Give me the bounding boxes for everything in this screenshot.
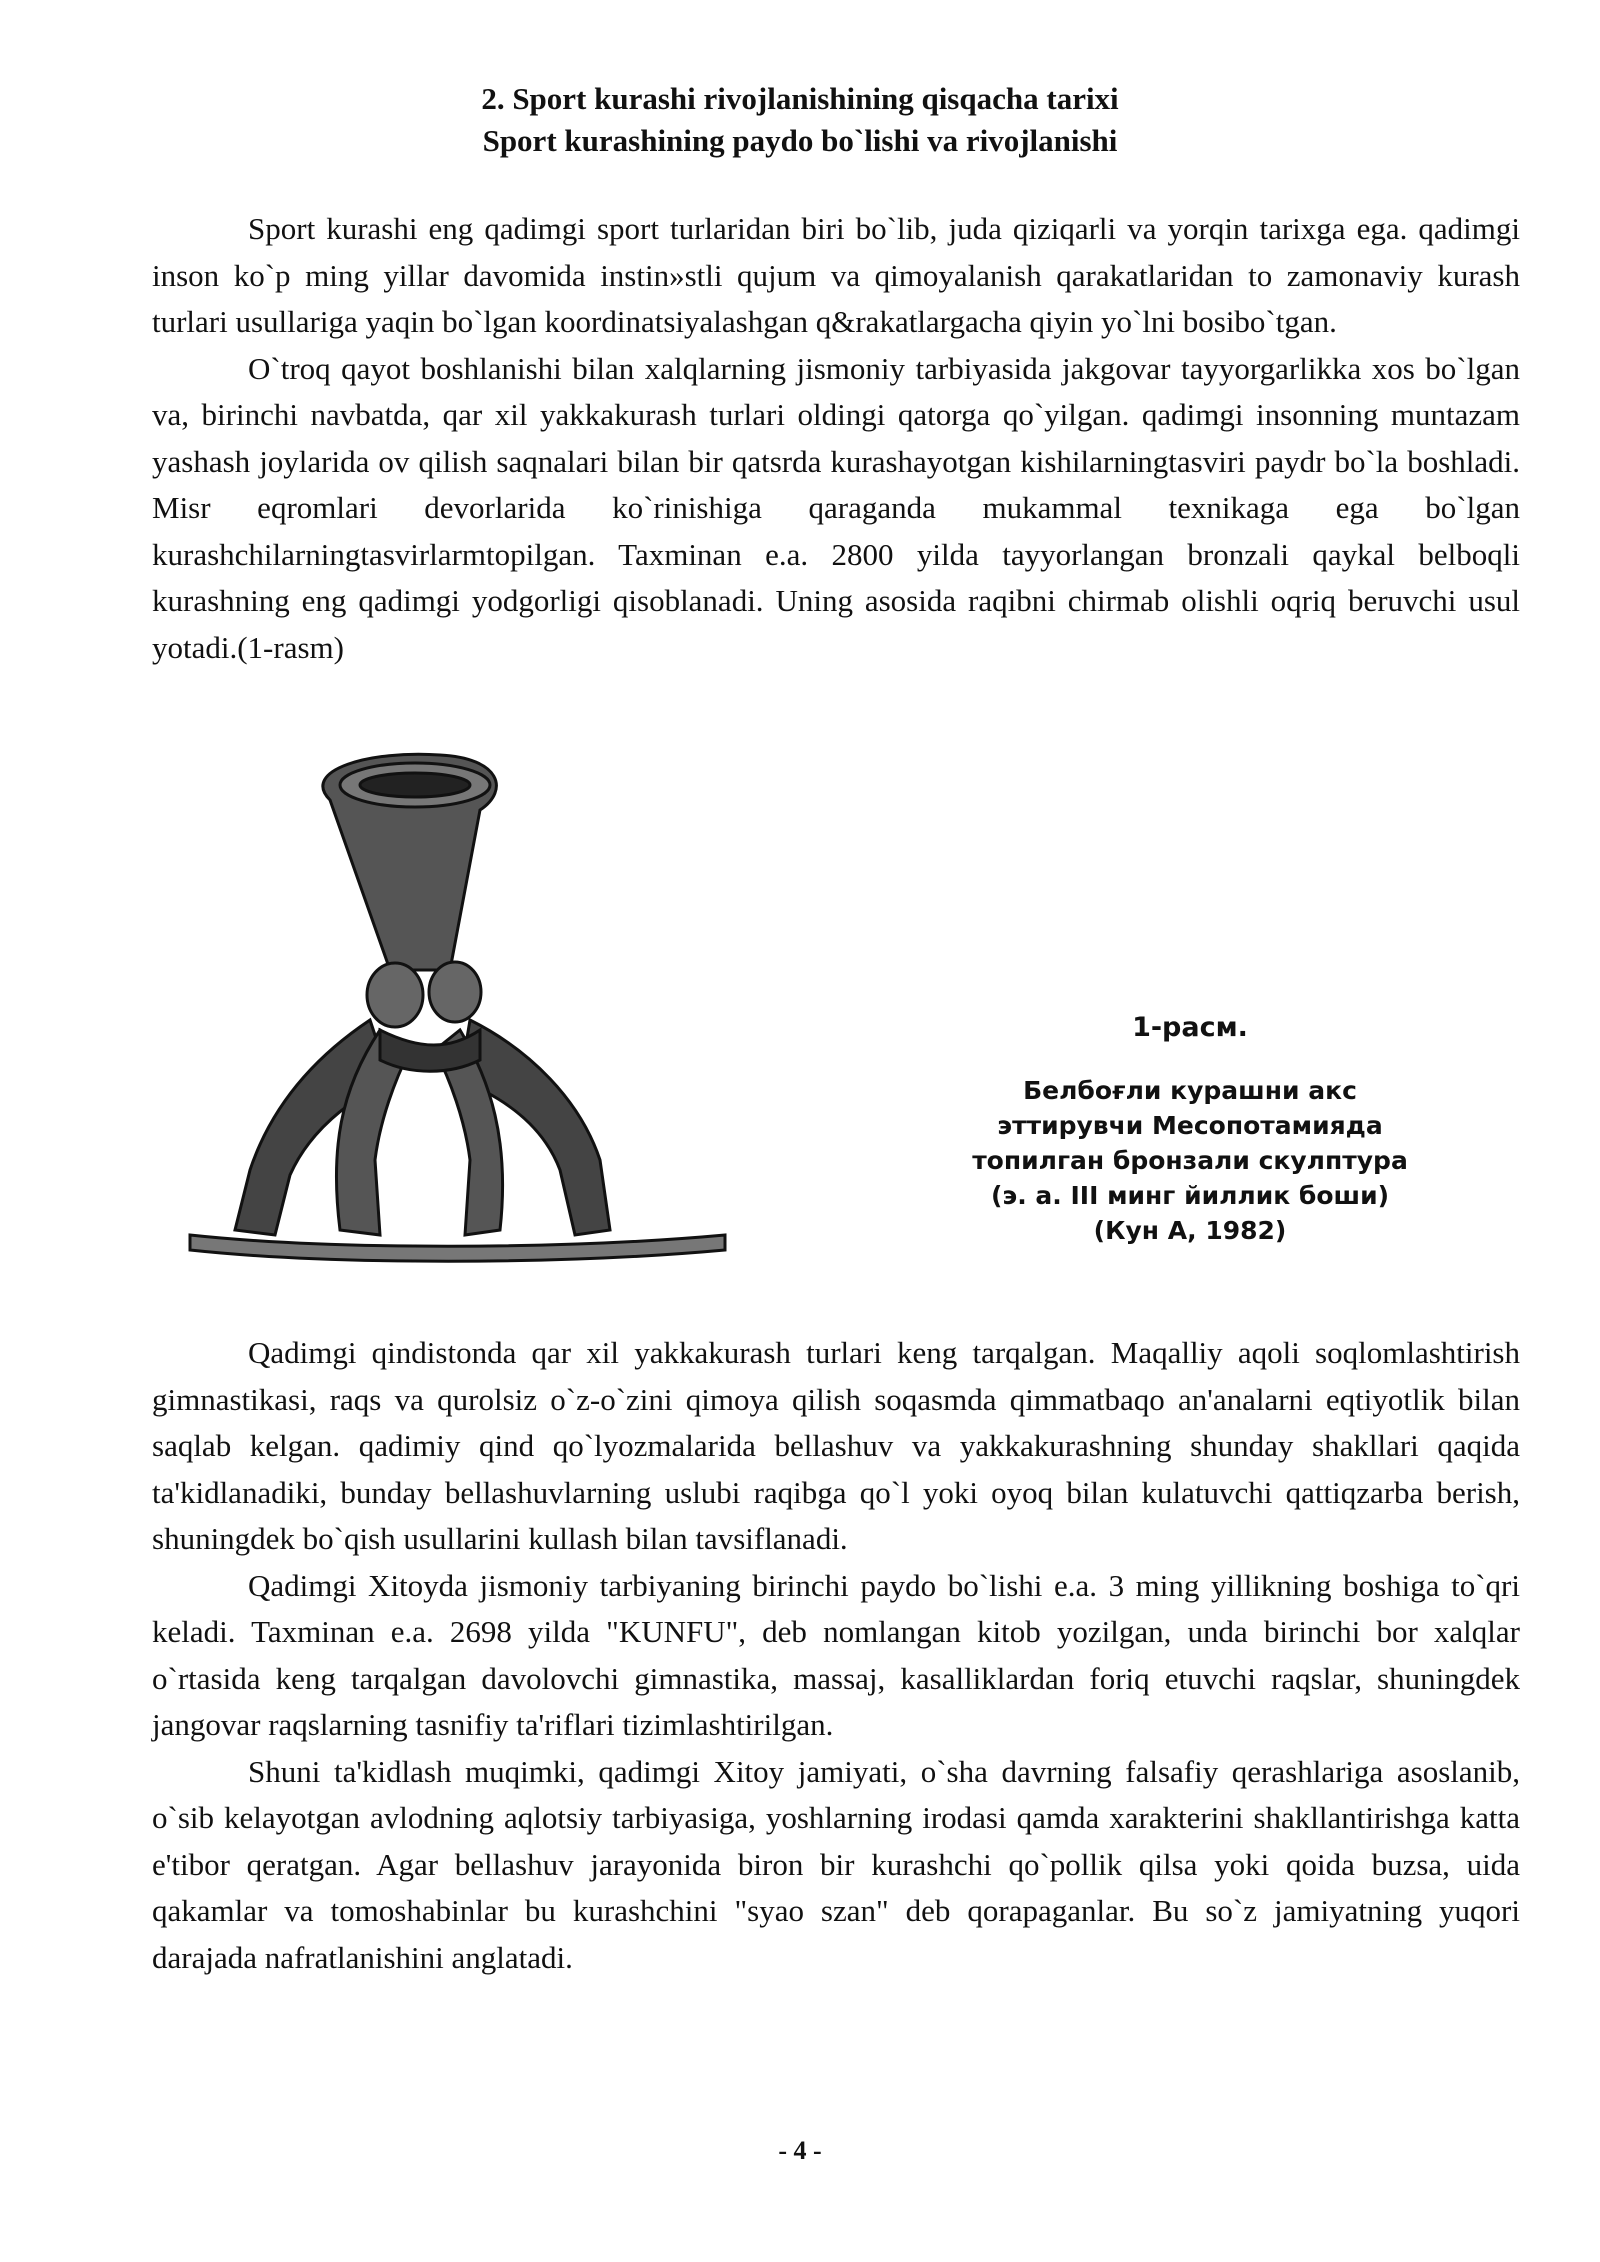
- page-number: - 4 -: [778, 2136, 822, 2165]
- wrestler-sculpture-illustration: [180, 730, 740, 1270]
- section-heading: [0, 78, 1600, 162]
- figure-caption: [940, 1010, 1440, 1248]
- figure-number: 1-расм.: [1132, 1012, 1248, 1043]
- heading-line-2: Sport kurashining paydo bo`lishi va rivojlanishi: [482, 123, 1118, 158]
- body-text-bottom: [152, 1330, 1520, 1981]
- caption-line: Белбоғли курашни акс: [1023, 1076, 1357, 1105]
- figure-bronze-wrestlers: [180, 730, 1408, 1270]
- paragraph: Sport kurashi eng qadimgi sport turlaridan biri bo`lib, juda qiziqarli va yorqin tarixga ega. qadimgi inson ko`p ming yillar davomida instin»stli qujum va qimoyalanish qarakatlaridan to zamonaviy kurash turlari usullariga yaqin bo`lgan koordinatsiyalashgan q&rakatlargacha qiyin yo`lni bosibo`tgan.: [152, 211, 1520, 339]
- paragraph: Qadimgi qindistonda qar xil yakkakurash turlari keng tarqalgan. Maqalliy aqoli soqlomlashtirish gimnastikasi, raqs va qurolsiz o`z-o`zini qimoya qilish soqasmda qimmatbaqo an'analarni eqtiyotlik bilan saqlab kelgan. qadimiy qind qo`lyozmalarida bellashuv va yakkakurashning shunday shakllari qaqida ta'kidlanadiki, bunday bellashuvlarning uslubi raqibga qo`l yoki oyoq bilan kulatuvchi qattiqzarba berish, shuningdek bo`qish usullarini kullash bilan tavsiflanadi.: [152, 1335, 1520, 1556]
- caption-line: (Кун А, 1982): [1093, 1216, 1287, 1245]
- paragraph: Shuni ta'kidlash muqimki, qadimgi Xitoy jamiyati, o`sha davrning falsafiy qerashlariga asoslanib, o`sib kelayotgan avlodning aqlotsiy tarbiyasiga, yoshlarning irodasi qamda xarakterini shakllantirishga katta e'tibor qeratgan. Agar bellashuv jarayonida biron bir kurashchi qo`pollik qilsa yoki qoida buzsa, uida qakamlar va tomoshabinlar bu kurashchini "syao szan" deb qorapaganlar. Bu so`z jamiyatning yuqori darajada nafratlanishini anglatadi.: [152, 1753, 1520, 1975]
- paragraph: O`troq qayot boshlanishi bilan xalqlarning jismoniy tarbiyasida jakgovar tayyorgarlikka xos bo`lgan va, birinchi navbatda, qar xil yakkakurash turlari oldingi qatorga qo`yilgan. qadimgi insonning muntazam yashash joylarida ov qilish saqnalari bilan bir qatsrda kurashayotgan kishilarningtasviri paydr bo`la boshladi. Misr eqromlari devorlarida ko`rinishiga qaraganda mukammal texnikaga ega bo`lgan kurashchilarningtasvirlarmtopilgan. Taxminan e.a. 2800 yilda tayyorlangan bronzali qaykal belboqli kurashning eng qadimgi yodgorligi qisoblanadi. Uning asosida raqibni chirmab olishli oqriq beruvchi usul yotadi.(1-rasm): [152, 350, 1520, 665]
- body-text-top: [152, 206, 1520, 671]
- caption-line: эттирувчи Месопотамияда: [997, 1111, 1383, 1140]
- caption-line: топилган бронзали скулптура: [972, 1146, 1408, 1175]
- heading-line-1: 2. Sport kurashi rivojlanishining qisqacha tarixi: [481, 81, 1119, 116]
- paragraph: Qadimgi Xitoyda jismoniy tarbiyaning birinchi paydo bo`lishi e.a. 3 ming yillikning boshiga to`qri keladi. Taxminan e.a. 2698 yilda "KUNFU", deb nomlangan kitob yozilgan, unda birinchi bor xalqlar o`rtasida keng tarqalgan davolovchi gimnastika, massaj, kasalliklardan foriq etuvchi raqslar, shuningdek jangovar raqslarning tasnifiy ta'riflari tizimlashtirilgan.: [152, 1567, 1520, 1742]
- caption-line: (э. а. III минг йиллик боши): [990, 1181, 1390, 1210]
